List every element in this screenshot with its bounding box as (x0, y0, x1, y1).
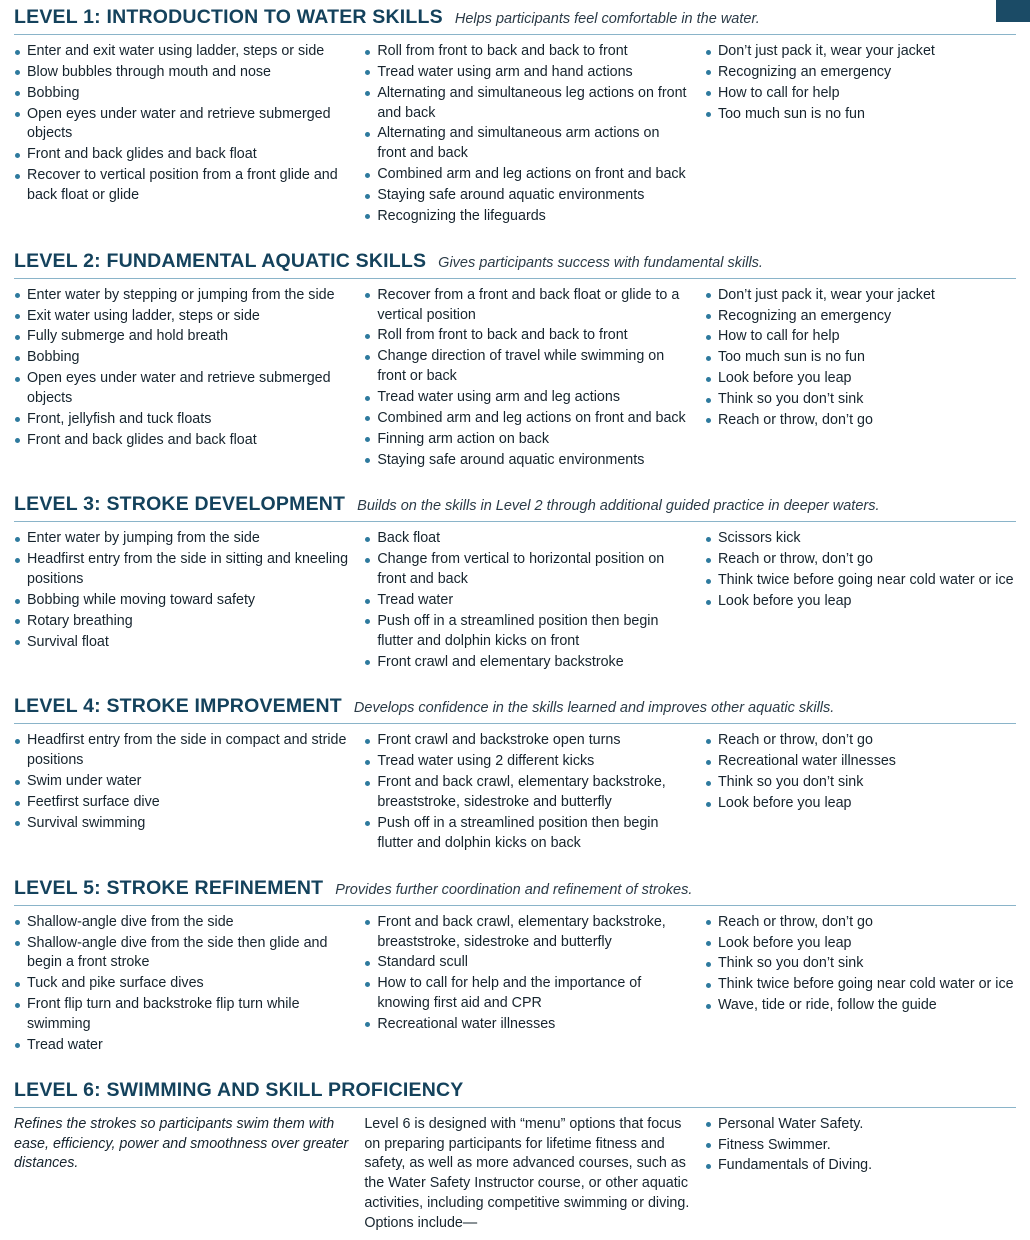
list-item: Roll from front to back and back to front (364, 42, 691, 62)
level-5-column-3 (705, 913, 1016, 1057)
list-item: Change direction of travel while swimming on front or back (364, 347, 691, 387)
level-block-6 (0, 1079, 1030, 1234)
level-2-header (14, 250, 1016, 278)
corner-tab-decoration (996, 0, 1030, 22)
level-3-list-1 (14, 529, 350, 652)
level-5-list-1 (14, 913, 350, 1056)
list-item: Recognizing an emergency (705, 307, 1016, 327)
list-item: Survival float (14, 633, 350, 653)
list-item: Think twice before going near cold water or ice (705, 571, 1016, 591)
list-item: Open eyes under water and retrieve submerged objects (14, 369, 350, 409)
level-5-divider (14, 905, 1016, 906)
list-item: Think so you don’t sink (705, 954, 1016, 974)
level-5-title: LEVEL 5: STROKE REFINEMENT (14, 876, 324, 899)
list-item: How to call for help and the importance of knowing first aid and CPR (364, 974, 691, 1014)
list-item: How to call for help (705, 84, 1016, 104)
list-item: Enter and exit water using ladder, steps or side (14, 42, 350, 62)
level-2-divider (14, 278, 1016, 279)
level-4-column-2 (364, 731, 705, 854)
list-item: Tuck and pike surface dives (14, 974, 350, 994)
list-item: Survival swimming (14, 814, 350, 834)
level-4-title: LEVEL 4: STROKE IMPROVEMENT (14, 695, 342, 718)
list-item: Fitness Swimmer. (705, 1136, 1016, 1156)
list-item: Feetfirst surface dive (14, 793, 350, 813)
list-item: Back float (364, 529, 691, 549)
level-2-list-1 (14, 286, 350, 451)
list-item: Recover from a front and back float or glide to a vertical position (364, 286, 691, 326)
list-item: Combined arm and leg actions on front and back (364, 409, 691, 429)
list-item: Staying safe around aquatic environments (364, 451, 691, 471)
level-3-columns (14, 529, 1016, 673)
level-3-subtitle: Builds on the skills in Level 2 through additional guided practice in deeper waters. (357, 498, 880, 515)
level-6-header (14, 1079, 1016, 1107)
level-5-columns (14, 913, 1016, 1057)
list-item: Exit water using ladder, steps or side (14, 307, 350, 327)
list-item: How to call for help (705, 327, 1016, 347)
list-item: Front crawl and backstroke open turns (364, 731, 691, 751)
level-4-list-3 (705, 731, 1016, 813)
list-item: Recognizing the lifeguards (364, 207, 691, 227)
list-item: Headfirst entry from the side in compact and stride positions (14, 731, 350, 771)
list-item: Front and back crawl, elementary backstroke, breaststroke, sidestroke and butterfly (364, 773, 691, 813)
section-spacer (0, 679, 1030, 695)
level-3-column-1 (14, 529, 364, 673)
level-1-subtitle: Helps participants feel comfortable in the water. (454, 11, 760, 27)
list-item: Tread water using arm and hand actions (364, 63, 691, 83)
list-item: Scissors kick (705, 529, 1016, 549)
section-spacer (0, 861, 1030, 877)
level-5-column-1 (14, 913, 364, 1057)
list-item: Headfirst entry from the side in sitting and kneeling positions (14, 550, 350, 590)
level-6-divider (14, 1107, 1016, 1108)
level-5-list-3 (705, 913, 1016, 1016)
level-5-subtitle: Provides further coordination and refinement of strokes. (335, 881, 693, 898)
level-4-header (14, 695, 1016, 723)
list-item: Recognizing an emergency (705, 63, 1016, 83)
list-item: Reach or throw, don’t go (705, 411, 1016, 431)
level-3-divider (14, 521, 1016, 522)
list-item: Front and back glides and back float (14, 431, 350, 451)
list-item: Combined arm and leg actions on front and back (364, 165, 691, 185)
level-3-column-2 (364, 529, 705, 673)
level-block-4 (0, 695, 1030, 854)
level-3-column-3 (705, 529, 1016, 673)
level-5-list-2 (364, 913, 691, 1035)
level-4-columns (14, 731, 1016, 854)
level-6-menu-description: Level 6 is designed with “menu” options that focus on preparing participants for lifetime fitness and safety, as well as more advanced courses, such as the Water Safety Instructor course, or other aquatic activities, including competitive swimming or diving. Options include— (364, 1115, 690, 1231)
list-item: Too much sun is no fun (705, 105, 1016, 125)
level-2-column-1 (14, 286, 364, 472)
list-item: Tread water using arm and leg actions (364, 388, 691, 408)
list-item: Bobbing (14, 348, 350, 368)
list-item: Look before you leap (705, 794, 1016, 814)
level-2-column-2 (364, 286, 705, 472)
section-spacer (0, 477, 1030, 493)
level-3-list-3 (705, 529, 1016, 611)
level-4-list-1 (14, 731, 350, 833)
list-item: Alternating and simultaneous arm actions on front and back (364, 124, 691, 164)
level-4-list-2 (364, 731, 691, 853)
list-item: Front crawl and elementary backstroke (364, 653, 691, 673)
list-item: Look before you leap (705, 592, 1016, 612)
list-item: Fundamentals of Diving. (705, 1156, 1016, 1176)
list-item: Push off in a streamlined position then begin flutter and dolphin kicks on front (364, 612, 691, 652)
section-spacer (0, 1063, 1030, 1079)
level-1-title: LEVEL 1: INTRODUCTION TO WATER SKILLS (14, 6, 443, 28)
level-3-title: LEVEL 3: STROKE DEVELOPMENT (14, 493, 346, 516)
list-item: Don’t just pack it, wear your jacket (705, 42, 1016, 62)
list-item: Fully submerge and hold breath (14, 327, 350, 347)
level-6-title: LEVEL 6: SWIMMING AND SKILL PROFICIENCY (14, 1078, 464, 1101)
level-6-options-list (705, 1115, 1016, 1177)
list-item: Think so you don’t sink (705, 773, 1016, 793)
list-item: Think twice before going near cold water or ice (705, 975, 1016, 995)
list-item: Bobbing (14, 84, 350, 104)
list-item: Reach or throw, don’t go (705, 550, 1016, 570)
level-6-columns (14, 1115, 1016, 1234)
list-item: Tread water using 2 different kicks (364, 752, 691, 772)
level-1-column-2 (364, 42, 705, 228)
level-1-column-3 (705, 42, 1016, 228)
level-4-subtitle: Develops confidence in the skills learned and improves other aquatic skills. (353, 700, 835, 717)
level-2-subtitle: Gives participants success with fundamental skills. (438, 254, 763, 271)
level-1-column-1 (14, 42, 364, 228)
list-item: Open eyes under water and retrieve submerged objects (14, 105, 350, 145)
list-item: Personal Water Safety. (705, 1115, 1016, 1135)
list-item: Think so you don’t sink (705, 390, 1016, 410)
level-1-list-2 (364, 42, 691, 227)
list-item: Blow bubbles through mouth and nose (14, 63, 350, 83)
list-item: Don’t just pack it, wear your jacket (705, 286, 1016, 306)
level-4-column-1 (14, 731, 364, 854)
level-6-column-1 (14, 1115, 364, 1234)
list-item: Enter water by jumping from the side (14, 529, 350, 549)
level-3-list-2 (364, 529, 691, 672)
level-2-title: LEVEL 2: FUNDAMENTAL AQUATIC SKILLS (14, 249, 427, 272)
list-item: Too much sun is no fun (705, 348, 1016, 368)
section-spacer (0, 234, 1030, 250)
level-4-divider (14, 723, 1016, 724)
list-item: Reach or throw, don’t go (705, 731, 1016, 751)
list-item: Recover to vertical position from a front glide and back float or glide (14, 166, 350, 206)
list-item: Front and back glides and back float (14, 145, 350, 165)
level-3-header (14, 493, 1016, 521)
level-1-list-3 (705, 42, 1016, 124)
level-2-list-3 (705, 286, 1016, 431)
list-item: Push off in a streamlined position then begin flutter and dolphin kicks on back (364, 814, 691, 854)
list-item: Change from vertical to horizontal position on front and back (364, 550, 691, 590)
list-item: Tread water (364, 591, 691, 611)
list-item: Reach or throw, don’t go (705, 913, 1016, 933)
list-item: Standard scull (364, 953, 691, 973)
level-block-1 (0, 6, 1030, 228)
list-item: Enter water by stepping or jumping from the side (14, 286, 350, 306)
list-item: Bobbing while moving toward safety (14, 591, 350, 611)
list-item: Swim under water (14, 772, 350, 792)
list-item: Front flip turn and backstroke flip turn while swimming (14, 995, 350, 1035)
level-block-2 (0, 250, 1030, 472)
list-item: Front, jellyfish and tuck floats (14, 410, 350, 430)
level-1-columns (14, 42, 1016, 228)
level-block-3 (0, 493, 1030, 673)
list-item: Roll from front to back and back to front (364, 326, 691, 346)
list-item: Shallow-angle dive from the side then glide and begin a front stroke (14, 934, 350, 974)
level-5-header (14, 877, 1016, 905)
level-1-divider (14, 34, 1016, 35)
list-item: Recreational water illnesses (705, 752, 1016, 772)
list-item: Rotary breathing (14, 612, 350, 632)
level-1-list-1 (14, 42, 350, 206)
list-item: Alternating and simultaneous leg actions on front and back (364, 84, 691, 124)
list-item: Shallow-angle dive from the side (14, 913, 350, 933)
level-6-column-3 (705, 1115, 1016, 1234)
level-block-5 (0, 877, 1030, 1057)
list-item: Staying safe around aquatic environments (364, 186, 691, 206)
list-item: Look before you leap (705, 369, 1016, 389)
level-2-column-3 (705, 286, 1016, 472)
level-2-list-2 (364, 286, 691, 471)
list-item: Recreational water illnesses (364, 1015, 691, 1035)
level-4-column-3 (705, 731, 1016, 854)
level-6-column-2 (364, 1115, 705, 1234)
level-1-header (14, 6, 1016, 34)
list-item: Tread water (14, 1036, 350, 1056)
list-item: Wave, tide or ride, follow the guide (705, 996, 1016, 1016)
list-item: Front and back crawl, elementary backstroke, breaststroke, sidestroke and butterfly (364, 913, 691, 953)
list-item: Look before you leap (705, 934, 1016, 954)
level-6-description: Refines the strokes so participants swim them with ease, efficiency, power and smoothness over greater distances. (14, 1115, 349, 1172)
level-2-columns (14, 286, 1016, 472)
list-item: Finning arm action on back (364, 430, 691, 450)
level-5-column-2 (364, 913, 705, 1057)
